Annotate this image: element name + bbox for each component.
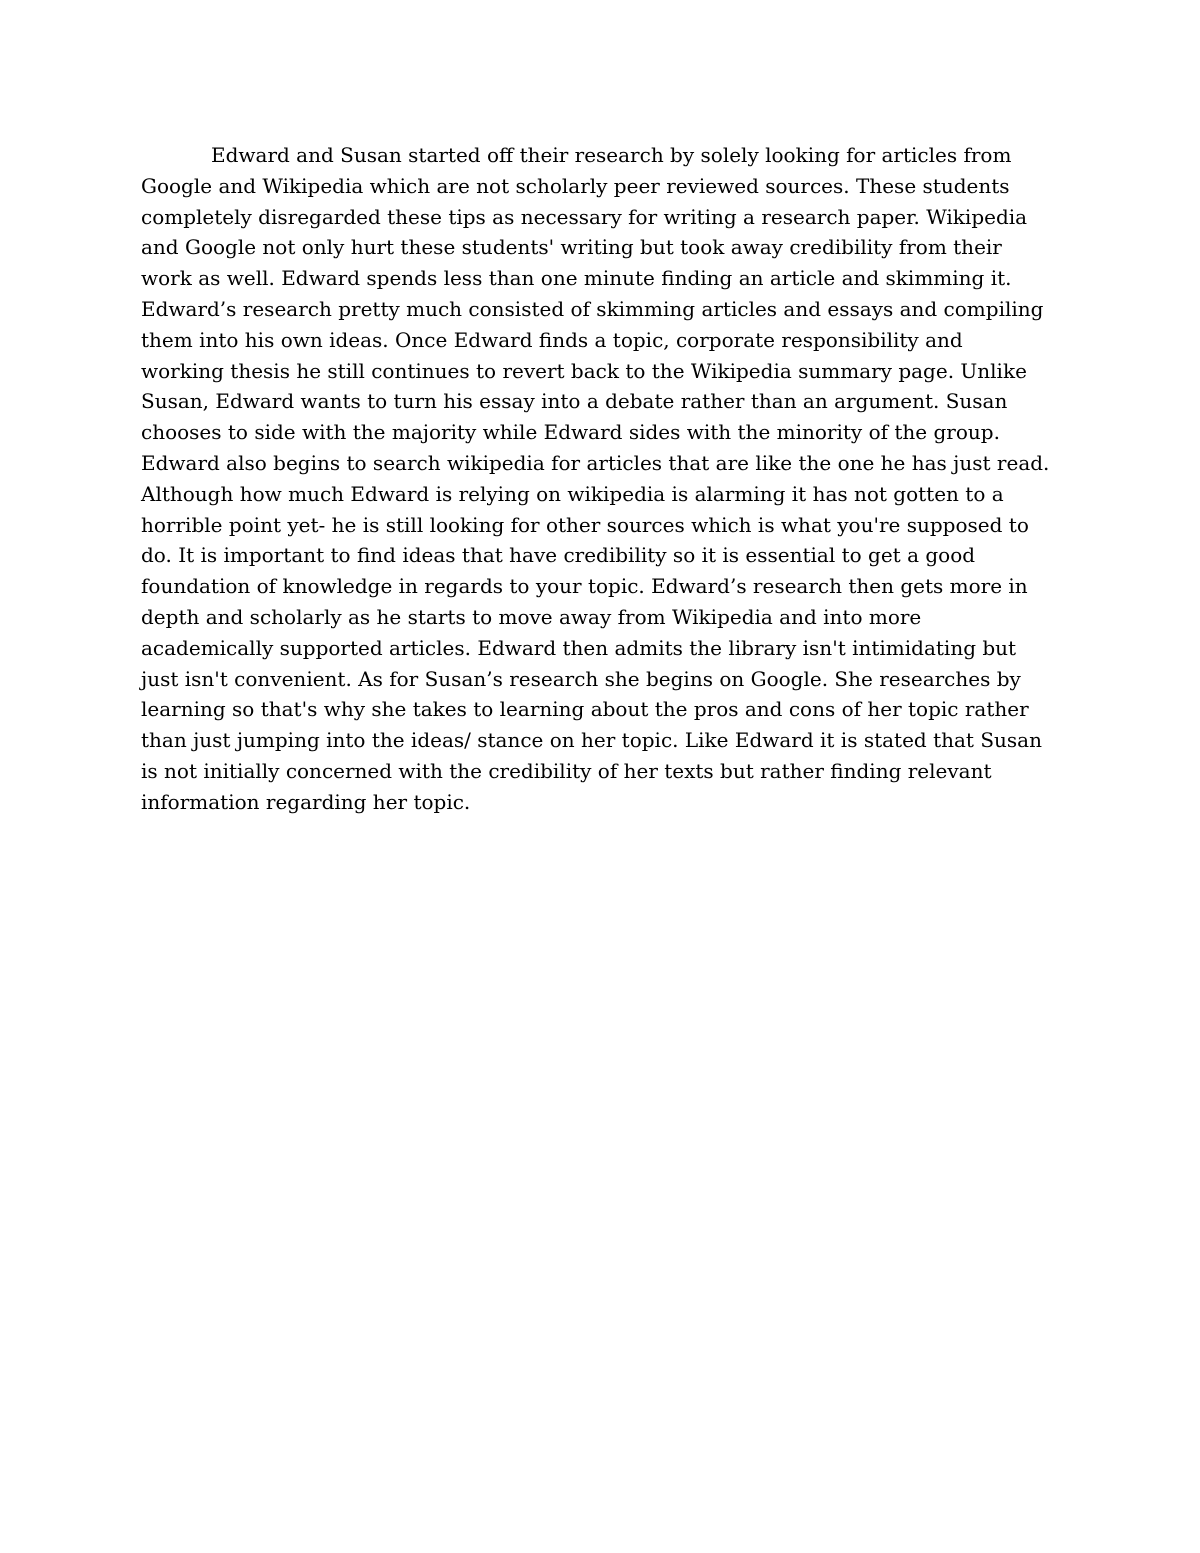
paragraph-line: information regarding her topic. <box>141 789 471 814</box>
paragraph-line: and Google not only hurt these students' writing but took away credibility from their <box>141 235 1002 260</box>
paragraph-line: horrible point yet- he is still looking for other sources which is what you're supposed to <box>141 512 1029 537</box>
paragraph-line: Edward’s research pretty much consisted of skimming articles and essays and compiling <box>141 296 1044 321</box>
paragraph-line: Although how much Edward is relying on wikipedia is alarming it has not gotten to a <box>141 481 1004 506</box>
paragraph-line: completely disregarded these tips as necessary for writing a research paper. Wikipedia <box>141 204 1028 229</box>
paragraph-line: Edward and Susan started off their research by solely looking for articles from <box>211 143 1012 167</box>
paragraph-line: work as well. Edward spends less than one minute finding an article and skimming it. <box>141 266 1012 291</box>
paragraph-line: is not initially concerned with the credibility of her texts but rather finding relevant <box>141 758 992 783</box>
paragraph-line: than just jumping into the ideas/ stance on her topic. Like Edward it is stated that Susan <box>141 728 1042 753</box>
paragraph-line: Susan, Edward wants to turn his essay into a debate rather than an argument. Susan <box>141 389 1008 414</box>
paragraph-line: learning so that's why she takes to learning about the pros and cons of her topic rather <box>141 697 1029 722</box>
paragraph-line: them into his own ideas. Once Edward finds a topic, corporate responsibility and <box>141 327 963 352</box>
body-paragraph <box>141 140 1061 818</box>
paragraph-line: chooses to side with the majority while Edward sides with the minority of the group. <box>141 420 1000 445</box>
paragraph-line: depth and scholarly as he starts to move away from Wikipedia and into more <box>141 604 922 629</box>
paragraph-line: Edward also begins to search wikipedia for articles that are like the one he has just read. <box>141 450 1050 475</box>
paragraph-line: working thesis he still continues to revert back to the Wikipedia summary page. Unlike <box>141 358 1027 383</box>
paragraph-line: do. It is important to find ideas that have credibility so it is essential to get a good <box>141 543 976 568</box>
paragraph-line: foundation of knowledge in regards to your topic. Edward’s research then gets more in <box>141 574 1028 599</box>
paragraph-line: academically supported articles. Edward then admits the library isn't intimidating but <box>141 635 1017 660</box>
paragraph-line: just isn't convenient. As for Susan’s research she begins on Google. She researches by <box>141 666 1021 691</box>
paragraph-line: Google and Wikipedia which are not scholarly peer reviewed sources. These students <box>141 173 1010 198</box>
